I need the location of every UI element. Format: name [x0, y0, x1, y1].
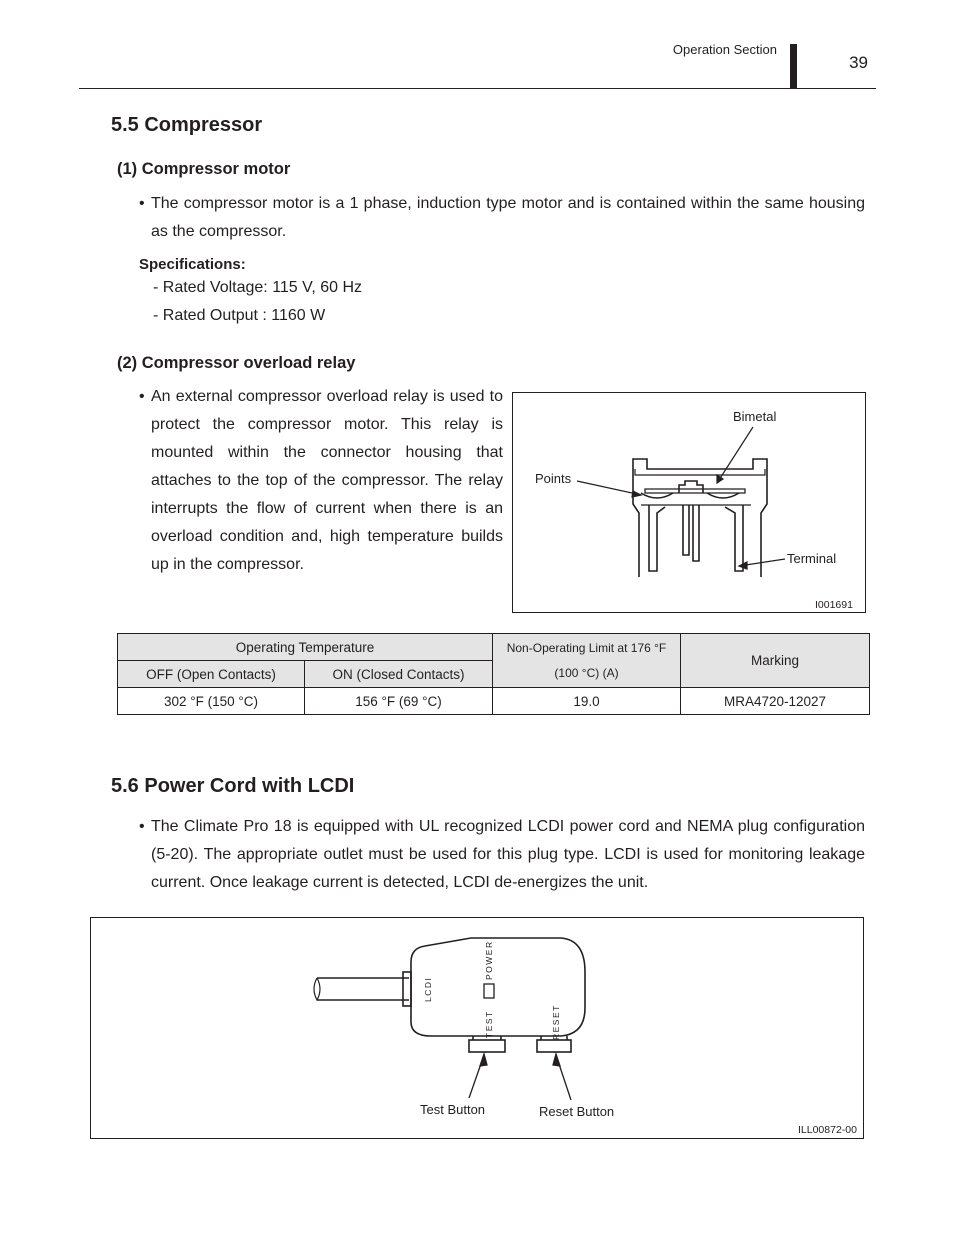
power-cord-description-text: The Climate Pro 18 is equipped with UL recognized LCDI power cord and NEMA plug configuration (5-20). The appropriate outlet must be used for this plug type. LCDI is used for monitoring leakage current. Once leakage current is detected, LCDI de-energizes the unit. — [151, 818, 865, 891]
label-bimetal: Bimetal — [733, 409, 777, 424]
spec-rated-voltage: - Rated Voltage: 115 V, 60 Hz — [153, 279, 363, 296]
cell-on: 156 °F (69 °C) — [305, 688, 493, 715]
spec-rated-output: - Rated Output : 1160 W — [153, 307, 326, 324]
table-row — [118, 688, 870, 715]
overload-relay-figure — [512, 392, 866, 613]
subsection-title-motor: (1) Compressor motor — [117, 160, 291, 178]
header-bar — [790, 44, 797, 88]
reset-device-label: RESET — [551, 1004, 561, 1040]
header-on: ON (Closed Contacts) — [305, 661, 493, 688]
test-device-label: TEST — [484, 1010, 494, 1038]
lcdi-figure — [90, 917, 864, 1139]
bullet-mark: • — [139, 388, 145, 405]
callout-test-button: Test Button — [420, 1102, 486, 1117]
label-terminal: Terminal — [787, 551, 837, 566]
power-device-label: POWER — [484, 940, 494, 980]
callout-reset-button: Reset Button — [539, 1104, 615, 1119]
cell-marking: MRA4720-12027 — [681, 688, 870, 715]
header-off: OFF (Open Contacts) — [118, 661, 305, 688]
relay-description-text: An external compressor overload relay is used to protect the compressor motor. This relay is mounted within the connector housing that attaches to the top of the compressor. The relay interrupts the flow of current when there is an overload condition and, high temperature builds up in the compressor. — [151, 388, 503, 573]
running-header: Operation Section — [672, 42, 777, 57]
header-rule — [79, 88, 876, 89]
header-non-operating-line1: Non-Operating Limit at 176 °F — [506, 640, 667, 655]
section-title-compressor: 5.5 Compressor — [111, 114, 263, 136]
section-title-power-cord: 5.6 Power Cord with LCDI — [111, 775, 355, 797]
motor-description-text: The compressor motor is a 1 phase, induction type motor and is contained within the same housing as the compressor. — [151, 195, 865, 240]
cell-non-operating: 19.0 — [493, 688, 681, 715]
lcdi-device-label: LCDI — [423, 976, 433, 1002]
overload-relay-drawing — [513, 393, 865, 612]
motor-description — [139, 190, 865, 246]
bullet-mark: • — [139, 195, 145, 212]
header-operating-temperature: Operating Temperature — [118, 634, 493, 661]
label-points: Points — [535, 471, 572, 486]
header-non-operating-line2: (100 °C) (A) — [554, 665, 619, 680]
overload-relay-spec-table — [117, 633, 870, 715]
header-marking: Marking — [681, 634, 870, 688]
bullet-mark: • — [139, 818, 145, 835]
header-non-operating-limit — [493, 634, 681, 688]
relay-description — [139, 383, 503, 579]
specifications-label: Specifications: — [139, 256, 246, 273]
power-cord-description — [139, 813, 865, 897]
subsection-title-relay: (2) Compressor overload relay — [117, 354, 356, 372]
cell-off: 302 °F (150 °C) — [118, 688, 305, 715]
figure-code: I001691 — [815, 599, 853, 611]
page-number: 39 — [849, 53, 868, 72]
lcdi-figure-code: ILL00872-00 — [798, 1124, 857, 1136]
